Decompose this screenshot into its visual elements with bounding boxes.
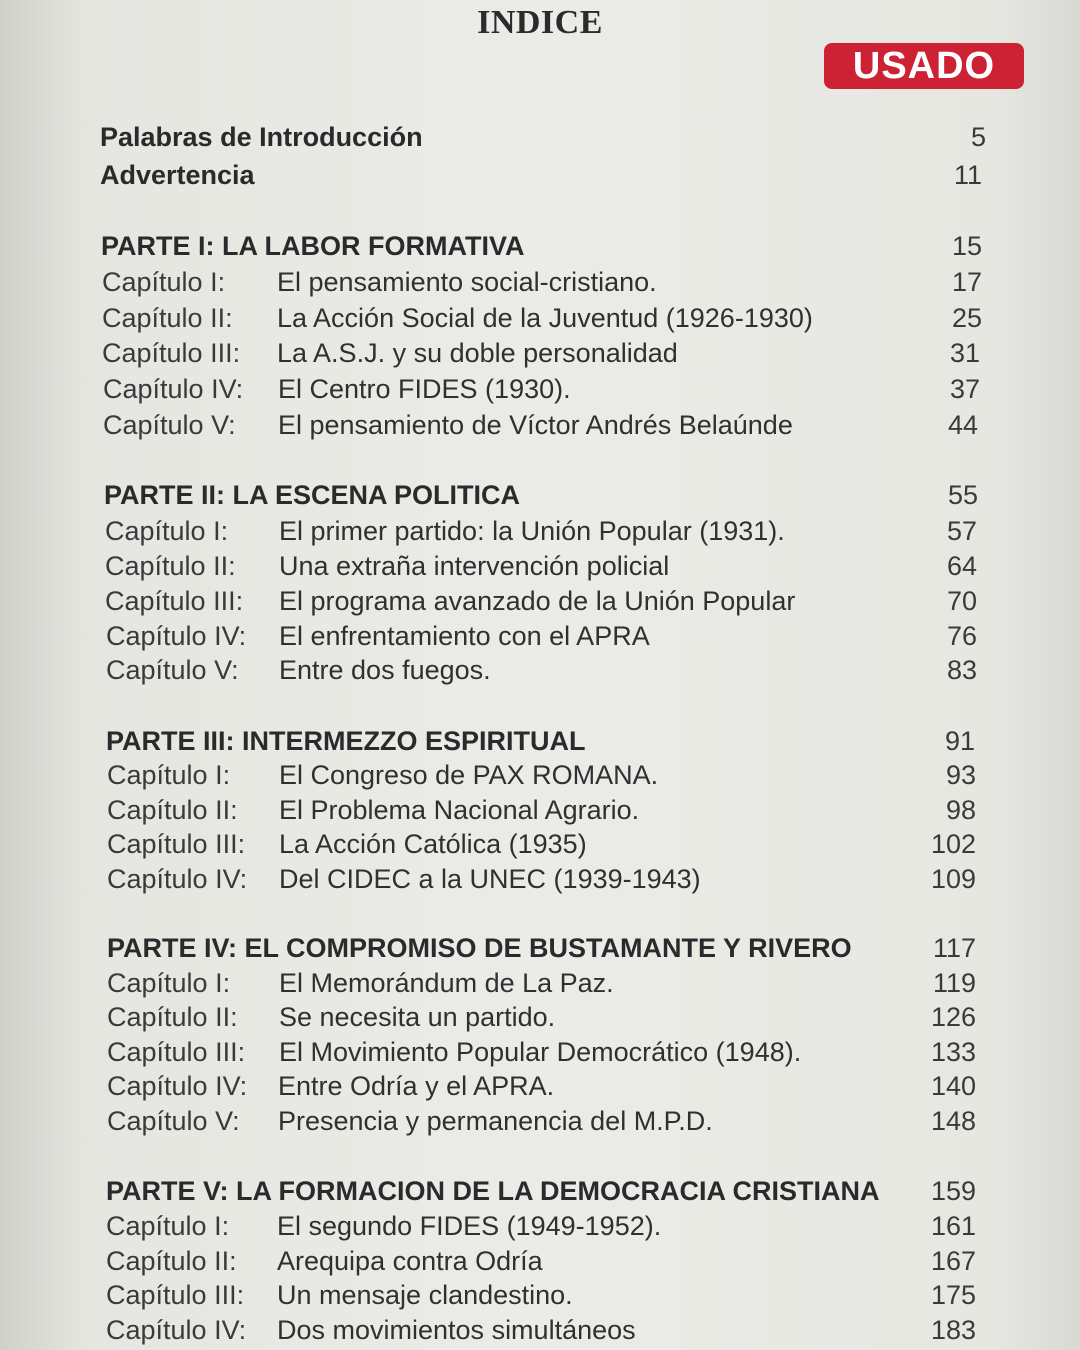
chapter-title: Dos movimientos simultáneos [277,1315,636,1345]
chapter-title: La Acción Social de la Juventud (1926-1930) [277,303,813,333]
chapter-label: Capítulo IV: [106,1315,247,1345]
page-number: 126 [930,1002,976,1032]
page-number: 25 [951,303,982,333]
toc-chapter-row [0,999,1080,1035]
toc-chapter-row [0,618,1080,654]
toc-chapter-row [0,965,1080,1001]
page-number: 93 [945,760,976,790]
chapter-label: Capítulo IV: [103,374,244,404]
toc-chapter-row [0,652,1080,688]
toc-chapter-row [0,1243,1080,1279]
chapter-label: Capítulo II: [102,303,233,333]
toc-part-row [0,477,1080,513]
part-title: PARTE I: LA LABOR FORMATIVA [101,231,525,261]
toc-chapter-row [0,583,1080,619]
page-number: 64 [946,551,977,581]
toc-intro-row [0,157,1080,193]
toc-part-row [0,723,1080,759]
chapter-title: El primer partido: la Unión Popular (1931). [279,516,785,546]
page-number: 44 [947,410,978,440]
page-number: 167 [930,1246,976,1276]
chapter-title: Un mensaje clandestino. [277,1280,573,1310]
toc-chapter-row [0,548,1080,584]
toc-chapter-row [0,1034,1080,1070]
toc-chapter-row [0,513,1080,549]
toc-chapter-row [0,757,1080,793]
page-number: 31 [949,338,980,368]
chapter-label: Capítulo V: [106,655,239,685]
page-number: 175 [930,1280,976,1310]
page-number: 117 [932,933,976,963]
page-number: 57 [946,516,977,546]
chapter-title: Una extraña intervención policial [279,551,670,581]
page-number: 159 [930,1176,976,1206]
page-number: 15 [951,231,982,261]
chapter-title: El Congreso de PAX ROMANA. [279,760,659,790]
chapter-title: El Movimiento Popular Democrático (1948). [279,1037,802,1067]
page-number: 98 [945,795,976,825]
chapter-title: El Centro FIDES (1930). [278,374,571,404]
page-number: 70 [946,586,977,616]
chapter-label: Capítulo I: [107,760,231,790]
toc-part-row [0,1173,1080,1209]
used-badge: USADO [824,43,1024,89]
chapter-label: Capítulo II: [107,795,238,825]
chapter-title: Del CIDEC a la UNEC (1939-1943) [279,864,701,894]
part-title: PARTE II: LA ESCENA POLITICA [104,480,521,510]
page-number: 83 [946,655,977,685]
page-number: 140 [930,1071,976,1101]
chapter-label: Capítulo I: [105,516,229,546]
page-number: 11 [953,160,982,190]
chapter-label: Capítulo III: [107,1037,246,1067]
chapter-title: Entre dos fuegos. [279,655,491,685]
chapter-label: Capítulo IV: [106,621,247,651]
page-number: 119 [932,968,976,998]
toc-chapter-row [0,264,1080,300]
page-title: INDICE [477,4,603,41]
chapter-label: Capítulo V: [107,1106,240,1136]
chapter-title: El enfrentamiento con el APRA [279,621,650,651]
toc-part-row [0,930,1080,966]
page-number: 148 [930,1106,976,1136]
page-number: 55 [947,480,978,510]
toc-chapter-row [0,1312,1080,1348]
toc-intro-row [0,119,1080,155]
page-number: 102 [930,829,976,859]
page-number: 183 [930,1315,976,1345]
chapter-title: La A.S.J. y su doble personalidad [277,338,678,368]
chapter-title: Arequipa contra Odría [277,1246,543,1276]
toc-chapter-row [0,1103,1080,1139]
chapter-title: El pensamiento social-cristiano. [277,267,657,297]
chapter-label: Capítulo III: [106,1280,245,1310]
toc-chapter-row [0,1277,1080,1313]
toc-chapter-row [0,335,1080,371]
chapter-title: El Memorándum de La Paz. [279,968,614,998]
page-number: 17 [951,267,982,297]
page-number: 37 [949,374,980,404]
toc-chapter-row [0,371,1080,407]
chapter-label: Capítulo I: [106,1211,230,1241]
chapter-label: Capítulo I: [102,267,226,297]
chapter-label: Capítulo II: [107,1002,238,1032]
page-number: 161 [930,1211,976,1241]
page-number: 133 [930,1037,976,1067]
page-number: 5 [970,122,986,152]
toc-chapter-row [0,826,1080,862]
chapter-label: Capítulo II: [105,551,236,581]
chapter-label: Capítulo III: [107,829,246,859]
intro-title: Advertencia [100,160,255,190]
chapter-label: Capítulo III: [102,338,241,368]
chapter-title: Presencia y permanencia del M.P.D. [278,1106,713,1136]
part-title: PARTE III: INTERMEZZO ESPIRITUAL [106,726,586,756]
chapter-title: El programa avanzado de la Unión Popular [279,586,796,616]
page-number: 76 [946,621,977,651]
chapter-label: Capítulo I: [107,968,231,998]
toc-chapter-row [0,407,1080,443]
toc-chapter-row [0,300,1080,336]
part-title: PARTE IV: EL COMPROMISO DE BUSTAMANTE Y RIVERO [107,933,852,963]
chapter-title: La Acción Católica (1935) [279,829,587,859]
part-title: PARTE V: LA FORMACION DE LA DEMOCRACIA CRISTIANA [106,1176,880,1206]
page-number: 109 [930,864,976,894]
toc-chapter-row [0,1068,1080,1104]
toc-chapter-row [0,1208,1080,1244]
chapter-label: Capítulo III: [105,586,244,616]
chapter-title: Se necesita un partido. [279,1002,556,1032]
chapter-label: Capítulo IV: [107,1071,248,1101]
toc-part-row [0,228,1080,264]
chapter-label: Capítulo IV: [107,864,248,894]
chapter-title: Entre Odría y el APRA. [278,1071,555,1101]
intro-title: Palabras de Introducción [100,122,423,152]
toc-chapter-row [0,792,1080,828]
toc-chapter-row [0,861,1080,897]
chapter-label: Capítulo II: [106,1246,237,1276]
chapter-title: El segundo FIDES (1949-1952). [277,1211,662,1241]
page-number: 91 [944,726,975,756]
chapter-label: Capítulo V: [103,410,236,440]
chapter-title: El pensamiento de Víctor Andrés Belaúnde [278,410,793,440]
chapter-title: El Problema Nacional Agrario. [279,795,640,825]
